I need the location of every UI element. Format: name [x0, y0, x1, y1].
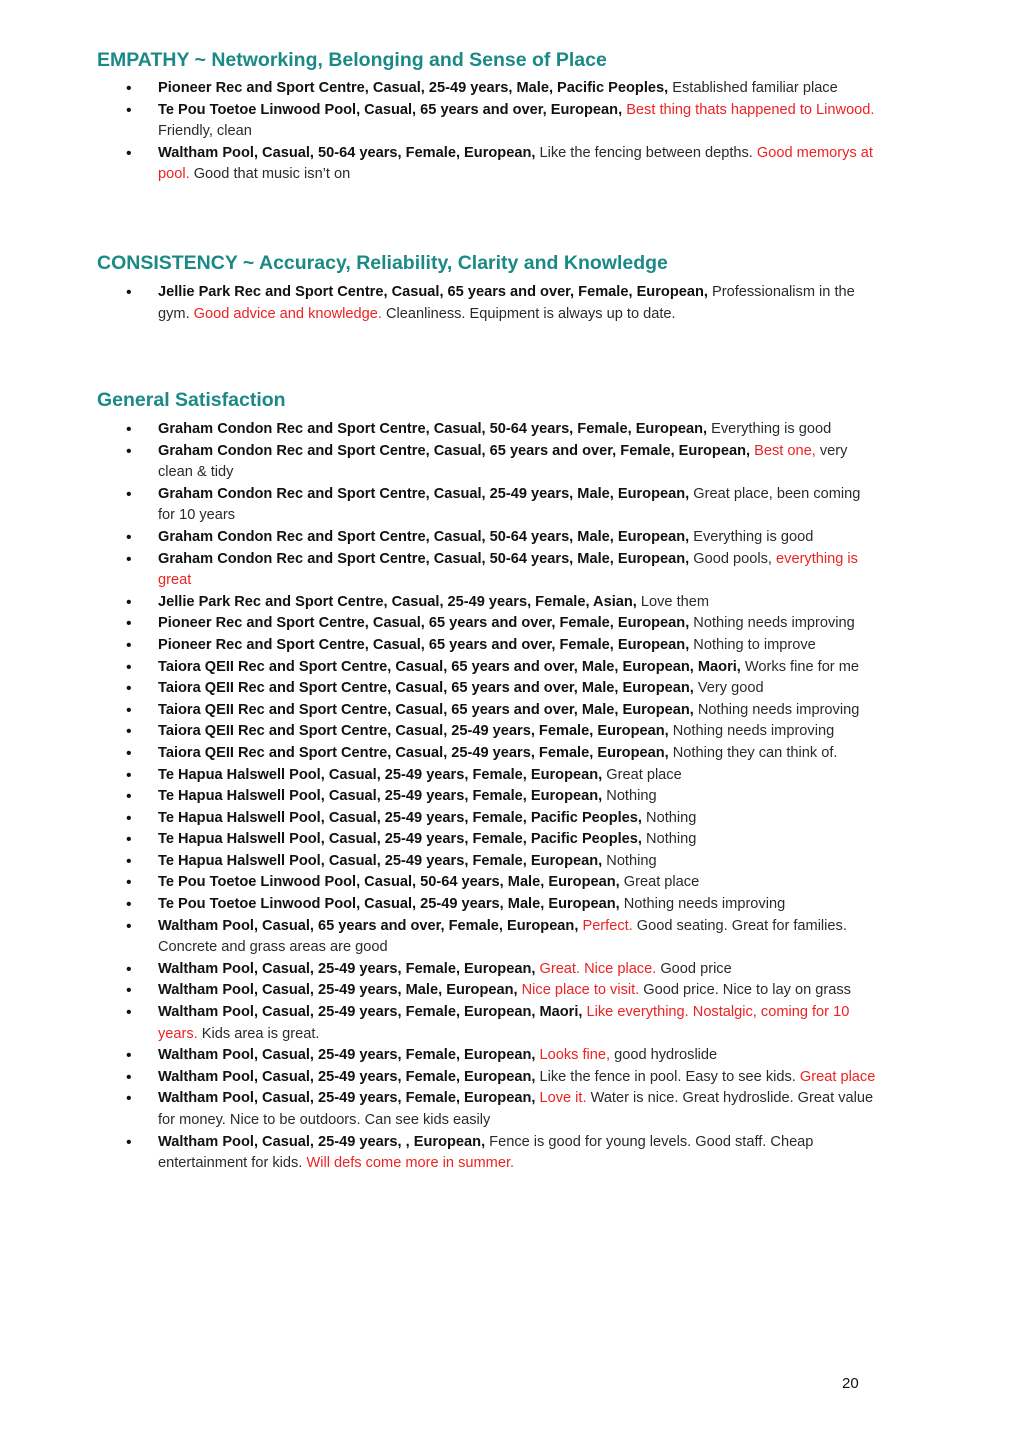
highlighted-comment: Perfect.: [578, 917, 633, 934]
comment-text: Works fine for me: [740, 658, 859, 675]
respondent-label: Pioneer Rec and Sport Centre, Casual, 65 years and over, Female, European,: [158, 636, 690, 653]
comment-text: Professionalism in the gym.: [158, 284, 855, 322]
highlighted-comment: Great place: [795, 1068, 876, 1085]
respondent-label: Pioneer Rec and Sport Centre, Casual, 65 years and over, Female, European,: [158, 615, 690, 632]
respondent-label: Te Hapua Halswell Pool, Casual, 25-49 years, Female, European,: [158, 766, 603, 783]
page-number: 20: [842, 1375, 859, 1392]
respondent-label: Graham Condon Rec and Sport Centre, Casual, 50-64 years, Male, European,: [158, 528, 690, 545]
list-item: [97, 657, 877, 679]
comment-text: very clean & tidy: [158, 442, 848, 481]
respondent-label: Taiora QEII Rec and Sport Centre, Casual, 65 years and over, Male, European,: [158, 680, 694, 697]
comment-text: Great place: [602, 766, 682, 783]
list-item: [97, 743, 877, 765]
comment-text: Nothing: [641, 809, 697, 826]
list-item: [97, 786, 877, 808]
comment-text: Nothing needs improving: [689, 615, 855, 632]
list-item: [97, 765, 877, 787]
comment-text: Everything is good: [689, 528, 814, 545]
respondent-label: Te Pou Toetoe Linwood Pool, Casual, 25-49 years, Male, European,: [158, 896, 620, 913]
consistency-list: [97, 282, 877, 325]
highlighted-comment: Best thing thats happened to Linwood.: [622, 101, 875, 118]
list-item: [97, 613, 877, 635]
comment-text: Cleanliness. Equipment is always up to date.: [381, 305, 676, 322]
highlighted-comment: Good advice and knowledge.: [189, 305, 382, 322]
list-item: [97, 549, 877, 592]
general-satisfaction-list: [97, 419, 877, 1175]
comment-text: Like the fence in pool. Easy to see kids.: [535, 1068, 796, 1085]
comment-text: Friendly, clean: [158, 123, 252, 140]
list-item: [97, 441, 877, 484]
respondent-label: Waltham Pool, Casual, 25-49 years, Female, European,: [158, 1090, 536, 1107]
respondent-label: Taiora QEII Rec and Sport Centre, Casual, 25-49 years, Female, European,: [158, 723, 669, 740]
empathy-list: [97, 78, 877, 186]
comment-text: Fence is good for young levels. Good staff. Cheap entertainment for kids.: [158, 1133, 814, 1172]
list-item: [97, 78, 877, 100]
list-item: [97, 872, 877, 894]
comment-text: good hydroslide: [610, 1047, 718, 1064]
highlighted-comment: Best one,: [750, 442, 816, 459]
comment-text: Nothing needs improving: [619, 896, 786, 913]
list-item: [97, 1132, 877, 1175]
comment-text: Good that music isn’t on: [189, 166, 351, 183]
comment-text: Nothing: [602, 788, 657, 805]
highlighted-comment: Good memorys at pool.: [158, 144, 873, 183]
highlighted-comment: Like everything. Nostalgic, coming for 10 years.: [158, 1004, 850, 1042]
comment-text: Love them: [636, 593, 710, 610]
list-item: [97, 419, 877, 441]
section-heading-general-satisfaction: General Satisfaction: [97, 389, 286, 411]
highlighted-comment: Great. Nice place.: [535, 960, 657, 977]
highlighted-comment: everything is great: [158, 550, 858, 589]
highlighted-comment: Looks fine,: [535, 1047, 611, 1064]
respondent-label: Te Hapua Halswell Pool, Casual, 25-49 years, Female, European,: [158, 852, 603, 869]
list-item: [97, 851, 877, 873]
comment-text: Water is nice. Great hydroslide. Great value for money. Nice to be outdoors. Can see kids easily: [158, 1090, 874, 1128]
respondent-label: Graham Condon Rec and Sport Centre, Casual, 65 years and over, Female, European,: [158, 442, 751, 459]
list-item: [97, 484, 877, 527]
list-item: [97, 143, 877, 186]
respondent-label: Taiora QEII Rec and Sport Centre, Casual, 25-49 years, Female, European,: [158, 744, 669, 761]
respondent-label: Jellie Park Rec and Sport Centre, Casual, 65 years and over, Female, European,: [158, 284, 708, 300]
comment-text: Established familiar place: [668, 80, 838, 96]
comment-text: Nothing needs improving: [693, 701, 860, 718]
comment-text: Nothing needs improving: [668, 723, 835, 740]
comment-text: Good price: [656, 960, 732, 977]
list-item: [97, 916, 877, 959]
list-item: [97, 1067, 877, 1089]
respondent-label: Waltham Pool, Casual, 25-49 years, Male, European,: [158, 982, 518, 999]
list-item: [97, 527, 877, 549]
list-item: [97, 282, 877, 325]
comment-text: Nothing: [641, 831, 697, 848]
highlighted-comment: Nice place to visit.: [517, 982, 640, 999]
comment-text: Everything is good: [707, 421, 832, 437]
section-consistency: [97, 250, 877, 325]
list-item: [97, 100, 877, 143]
section-general-satisfaction: [97, 387, 877, 1175]
list-item: [97, 1002, 877, 1045]
respondent-label: Waltham Pool, Casual, 50-64 years, Female, European,: [158, 144, 536, 161]
respondent-label: Te Hapua Halswell Pool, Casual, 25-49 years, Female, Pacific Peoples,: [158, 809, 642, 826]
comment-text: Kids area is great.: [197, 1025, 320, 1042]
respondent-label: Waltham Pool, Casual, 25-49 years, Female, European,: [158, 1068, 536, 1085]
comment-text: Like the fencing between depths.: [535, 144, 753, 161]
comment-text: Good price. Nice to lay on grass: [639, 982, 851, 999]
comment-text: Good pools,: [689, 550, 772, 567]
list-item: [97, 980, 877, 1002]
respondent-label: Taiora QEII Rec and Sport Centre, Casual, 65 years and over, Male, European,: [158, 701, 694, 718]
respondent-label: Graham Condon Rec and Sport Centre, Casual, 50-64 years, Female, European,: [158, 421, 708, 437]
respondent-label: Waltham Pool, Casual, 65 years and over, Female, European,: [158, 917, 579, 934]
respondent-label: Graham Condon Rec and Sport Centre, Casual, 50-64 years, Male, European,: [158, 550, 690, 567]
list-item: [97, 1045, 877, 1067]
list-item: [97, 829, 877, 851]
respondent-label: Te Hapua Halswell Pool, Casual, 25-49 years, Female, Pacific Peoples,: [158, 831, 642, 848]
respondent-label: Graham Condon Rec and Sport Centre, Casual, 25-49 years, Male, European,: [158, 485, 690, 502]
list-item: [97, 700, 877, 722]
list-item: [97, 592, 877, 614]
respondent-label: Te Hapua Halswell Pool, Casual, 25-49 years, Female, European,: [158, 788, 603, 805]
highlighted-comment: Love it.: [535, 1090, 587, 1107]
respondent-label: Te Pou Toetoe Linwood Pool, Casual, 65 years and over, European,: [158, 101, 623, 118]
respondent-label: Te Pou Toetoe Linwood Pool, Casual, 50-64 years, Male, European,: [158, 874, 620, 891]
comment-text: Very good: [693, 680, 764, 697]
comment-text: Nothing: [602, 852, 657, 869]
section-heading-consistency: CONSISTENCY ~ Accuracy, Reliability, Clarity and Knowledge: [97, 252, 668, 274]
list-item: [97, 678, 877, 700]
comment-text: Great place, been coming for 10 years: [158, 485, 861, 524]
respondent-label: Taiora QEII Rec and Sport Centre, Casual, 65 years and over, Male, European, Maori,: [158, 658, 741, 675]
list-item: [97, 959, 877, 981]
list-item: [97, 1088, 877, 1131]
comment-text: Great place: [619, 874, 700, 891]
respondent-label: Pioneer Rec and Sport Centre, Casual, 25-49 years, Male, Pacific Peoples,: [158, 80, 669, 96]
comment-text: Nothing to improve: [689, 636, 816, 653]
comment-text: Good seating. Great for families. Concrete and grass areas are good: [158, 917, 847, 956]
section-empathy: [97, 47, 877, 186]
respondent-label: Waltham Pool, Casual, 25-49 years, Female, European,: [158, 960, 536, 977]
respondent-label: Waltham Pool, Casual, 25-49 years, Female, European, Maori,: [158, 1004, 583, 1021]
list-item: [97, 635, 877, 657]
list-item: [97, 721, 877, 743]
section-heading-empathy: EMPATHY ~ Networking, Belonging and Sense of Place: [97, 49, 607, 71]
respondent-label: Jellie Park Rec and Sport Centre, Casual, 25-49 years, Female, Asian,: [158, 593, 637, 610]
list-item: [97, 808, 877, 830]
respondent-label: Waltham Pool, Casual, 25-49 years, Female, European,: [158, 1047, 536, 1064]
comment-text: Nothing they can think of.: [668, 744, 838, 761]
highlighted-comment: Will defs come more in summer.: [302, 1155, 515, 1172]
respondent-label: Waltham Pool, Casual, 25-49 years, , European,: [158, 1133, 486, 1150]
list-item: [97, 894, 877, 916]
